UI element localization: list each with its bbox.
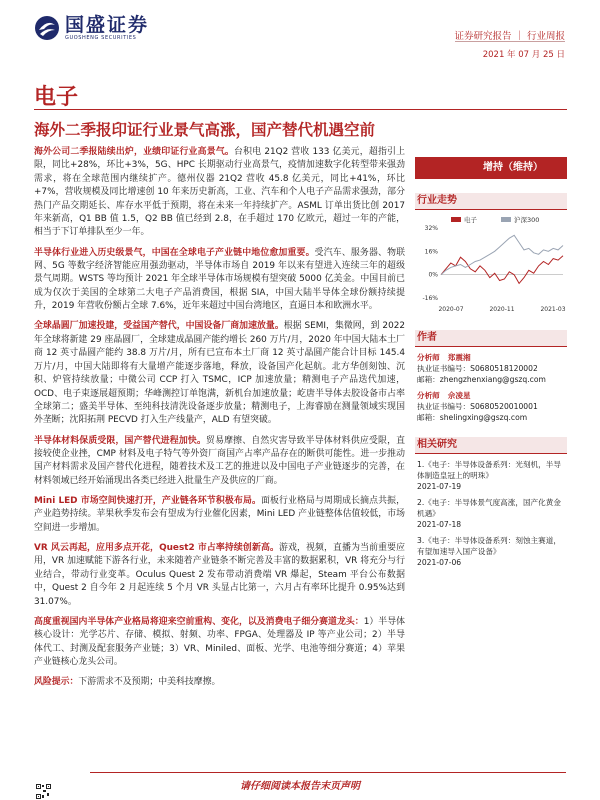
y-tick-label: 16% bbox=[424, 248, 438, 256]
paragraph-text: 1）半导体核心设计：光学芯片、存储、模拟、射频、功率、FPGA、处理器及 IP 等产业公司；2）半导体代工、封测及配套服务产业链；3）VR、Miniled、面板、光学、电池等细分赛道；4）苹果产业链核心龙头公司。 bbox=[34, 616, 405, 667]
analyst-cert: 执业证书编号：S0680520010001 bbox=[417, 402, 538, 411]
legend-label: 电子 bbox=[464, 216, 477, 224]
x-tick-label: 2021-03 bbox=[540, 306, 566, 313]
paragraph-lead: 全球晶圆厂加速投建，受益国产替代，中国设备厂商加速放量。 bbox=[34, 321, 284, 332]
body-paragraph bbox=[34, 146, 405, 240]
logo-mark-icon bbox=[34, 15, 60, 41]
analyst-item bbox=[417, 390, 567, 401]
report-type: 证券研究报告 ｜ 行业周报 bbox=[454, 31, 565, 42]
sector-name: 电子 bbox=[34, 85, 79, 110]
analyst-item bbox=[417, 352, 567, 363]
logo-name: 国盛证券 bbox=[65, 14, 150, 36]
paragraph-text: 面板行业格局与周期成长摘点共振，产业趋势持续。苹果秋季发布会有望成为行业催化因素，Mini LED 产业链整体估值较低，市场空间进一步增加。 bbox=[34, 495, 406, 533]
paragraph-text: 台积电 21Q2 营收 133 亿美元，超指引上限，同比+28%，环比+3%，5G、HPC 长期驱动行业高景气，疫情加速数字化转型带来强劲需求，将在全球范围内继续扩产。德州仪器 21Q2 营收 45.8 亿美元，同比+41%，环比+7%，营收规模及同比增速创 10 年来历史新高，工业、汽车和个人电子产品需求强劲，部分热门产品交期延长、库存水平低于预期，将在未来一年持续扩产。ASML 订单出货比创 2017 年来新高，Q1 BB 值 1.5，Q2 BB 值已经到 2.8，在手超过 170 亿欧元，超过一年的产能，相当于下订单排队至少一年。 bbox=[34, 147, 405, 238]
header-divider bbox=[455, 41, 565, 42]
body-paragraph bbox=[34, 495, 405, 535]
company-logo bbox=[34, 15, 149, 41]
footer-divider bbox=[90, 772, 566, 773]
report-date: 2021 年 07 月 25 日 bbox=[482, 50, 565, 60]
related-title: 3.《电子：半导体设备系列：刻蚀主赛道，有望加速导入国产设备》 bbox=[417, 536, 561, 556]
y-tick-label: 32% bbox=[424, 225, 438, 232]
trend-heading: 行业走势 bbox=[415, 193, 567, 210]
analyst-cert: 执业证书编号：S0680518120002 bbox=[417, 364, 538, 373]
paragraph-lead: 风险提示： bbox=[34, 677, 79, 688]
analyst-role: 分析师 bbox=[417, 391, 440, 400]
analyst-name: 郑震湘 bbox=[447, 353, 471, 362]
related-report[interactable] bbox=[415, 459, 567, 492]
related-title: 2.《电子：半导体景气度高涨，国产化黄金机遇》 bbox=[417, 498, 561, 518]
paragraph-text: 根据 SEMI，集微网，到 2022 年全球将新建 29 座晶圆厂，全球建成晶圆产能约增长 260 万片/月，2020 年中国大陆本土厂商 12 英寸晶圆产能约 38.8 万片/月，所有已宣布本土厂商 12 英寸晶圆产能合计目标 145.4 万片/月，中国大陆即将有大量增产能逐步落地，释放，设备国产化起航。北方华创刻蚀、沉积、炉管持续放量；中微公司 CCP 打入 TSMC，ICP 加速放量；精测电子产品迭代加速，OCD、电子束逐展超预期；华峰测控订单饱满，新机台加速放量；屹唐半导体去胶设备市占率全球第二；盛美半导体、至纯科技清洗设备逐步放量；精测电子，上海睿励在测量领域实现国外垄断；沈阳拓荆 PECVD 打入生产线量产，ALD 有望突破。 bbox=[34, 321, 406, 426]
sidebar bbox=[415, 157, 567, 568]
analyst-heading: 作者 bbox=[415, 330, 567, 347]
risk-paragraph bbox=[34, 676, 405, 689]
analyst-email[interactable]: 邮箱：shelingxing@gszq.com bbox=[417, 413, 528, 422]
trend-chart-svg bbox=[415, 214, 567, 316]
related-date: 2021-07-06 bbox=[417, 558, 462, 567]
related-heading: 相关研究 bbox=[415, 437, 567, 454]
analyst-role: 分析师 bbox=[417, 353, 440, 362]
paragraph-text: 贸易摩擦、自然灾害导致半导体材料供应受限，直接较使企业挫，CMP 材料及电子特气等外资厂商国产占率产品存在的断供可能性。进一步推动国产材料需求及国产替代化进程，随着技术及工艺的推进以及中国电子产业链逐步的完善，在材料领域已经开始涌现出各类已经进入批量生产及供应的厂商。 bbox=[34, 435, 406, 486]
body-paragraph bbox=[34, 616, 405, 670]
body-paragraph bbox=[34, 435, 405, 489]
rating-badge: 增持（维持） bbox=[415, 157, 567, 179]
legend-label: 沪深300 bbox=[514, 216, 540, 224]
analyst-list bbox=[415, 352, 567, 423]
paragraph-text: 下游需求不及预期；中美科技摩擦。 bbox=[78, 677, 221, 688]
body-paragraph bbox=[34, 320, 405, 427]
report-body bbox=[34, 146, 405, 696]
report-header bbox=[0, 0, 600, 60]
footer-disclaimer: 请仔细阅读本报告末页声明 bbox=[240, 781, 360, 792]
legend-swatch bbox=[501, 217, 511, 222]
related-date: 2021-07-18 bbox=[417, 520, 462, 529]
x-tick-label: 2020-11 bbox=[489, 306, 515, 313]
y-tick-label: -16% bbox=[422, 295, 438, 302]
paragraph-lead: Mini LED 市场空间快速打开，产业链各环节积极布局。 bbox=[34, 495, 261, 506]
related-date: 2021-07-19 bbox=[417, 482, 462, 491]
paragraph-text: 受汽车、服务器、物联网、5G 等数字经济智能应用强劲驱动，半导体市场自 2019 年以来有望进入连续三年的超级景气周期。WSTS 等均预计 2021 年全球半导体市场规模有望突破 5000 亿美金。中国目前已成为仅次于美国的全球第二大电子产品消费国，根据 SIA，中国大陆半导体全球份额持续提升，2019 年营收份额占全球 7.6%，近年来超过中国台湾地区，直逼日本和欧洲水平。 bbox=[34, 247, 406, 312]
paragraph-lead: VR 风云再起，应用多点开花，Quest2 市占率持续创新高。 bbox=[34, 542, 279, 553]
paragraph-text: 游戏，视频，直播为当前重要应用，VR 加速赋能下游各行业，未来随着产业链条不断完善及丰富的数据累积，VR 将充分与行业结合，带动行业变革。Oculus Quest 2 发布带动消费端 VR 爆起，Steam 平台公布数据中，Quest 2 自今年 2 月起连续 5 个月 VR 头显占比第一，六月占有率环比提升 0.95%达到 31.07%。 bbox=[34, 542, 406, 607]
analyst-email[interactable]: 邮箱：zhengzhenxiang@gszq.com bbox=[417, 375, 546, 384]
paragraph-lead: 高度重视国内半导体产业格局将迎来空前重构、变化，以及消费电子细分赛道龙头： bbox=[34, 616, 364, 627]
body-paragraph bbox=[34, 247, 405, 314]
series-line bbox=[441, 235, 563, 274]
paragraph-lead: 海外公司二季报陆续出炉，业绩印证行业高景气。 bbox=[34, 147, 235, 157]
x-tick-label: 2020-07 bbox=[438, 306, 464, 313]
related-report[interactable] bbox=[415, 535, 567, 568]
sector-divider bbox=[34, 109, 567, 110]
related-title: 1.《电子：半导体设备系列：光刻机，半导体制造皇冠上的明珠》 bbox=[417, 460, 561, 480]
series-line bbox=[441, 256, 563, 284]
body-paragraph bbox=[34, 542, 405, 609]
paragraph-lead: 半导体材料保质受限，国产替代进程加快。 bbox=[34, 435, 207, 446]
trend-chart bbox=[415, 214, 567, 316]
legend-swatch bbox=[451, 217, 461, 222]
logo-english: GUOSHENG SECURITIES bbox=[65, 35, 137, 41]
analyst-name: 佘凌星 bbox=[447, 391, 471, 400]
paragraph-lead: 半导体行业进入历史级景气，中国在全球电子产业链中地位愈加重要。 bbox=[34, 247, 315, 258]
related-report[interactable] bbox=[415, 497, 567, 530]
report-title: 海外二季报印证行业景气高涨，国产替代机遇空前 bbox=[34, 121, 376, 139]
y-tick-label: 0% bbox=[428, 271, 438, 279]
